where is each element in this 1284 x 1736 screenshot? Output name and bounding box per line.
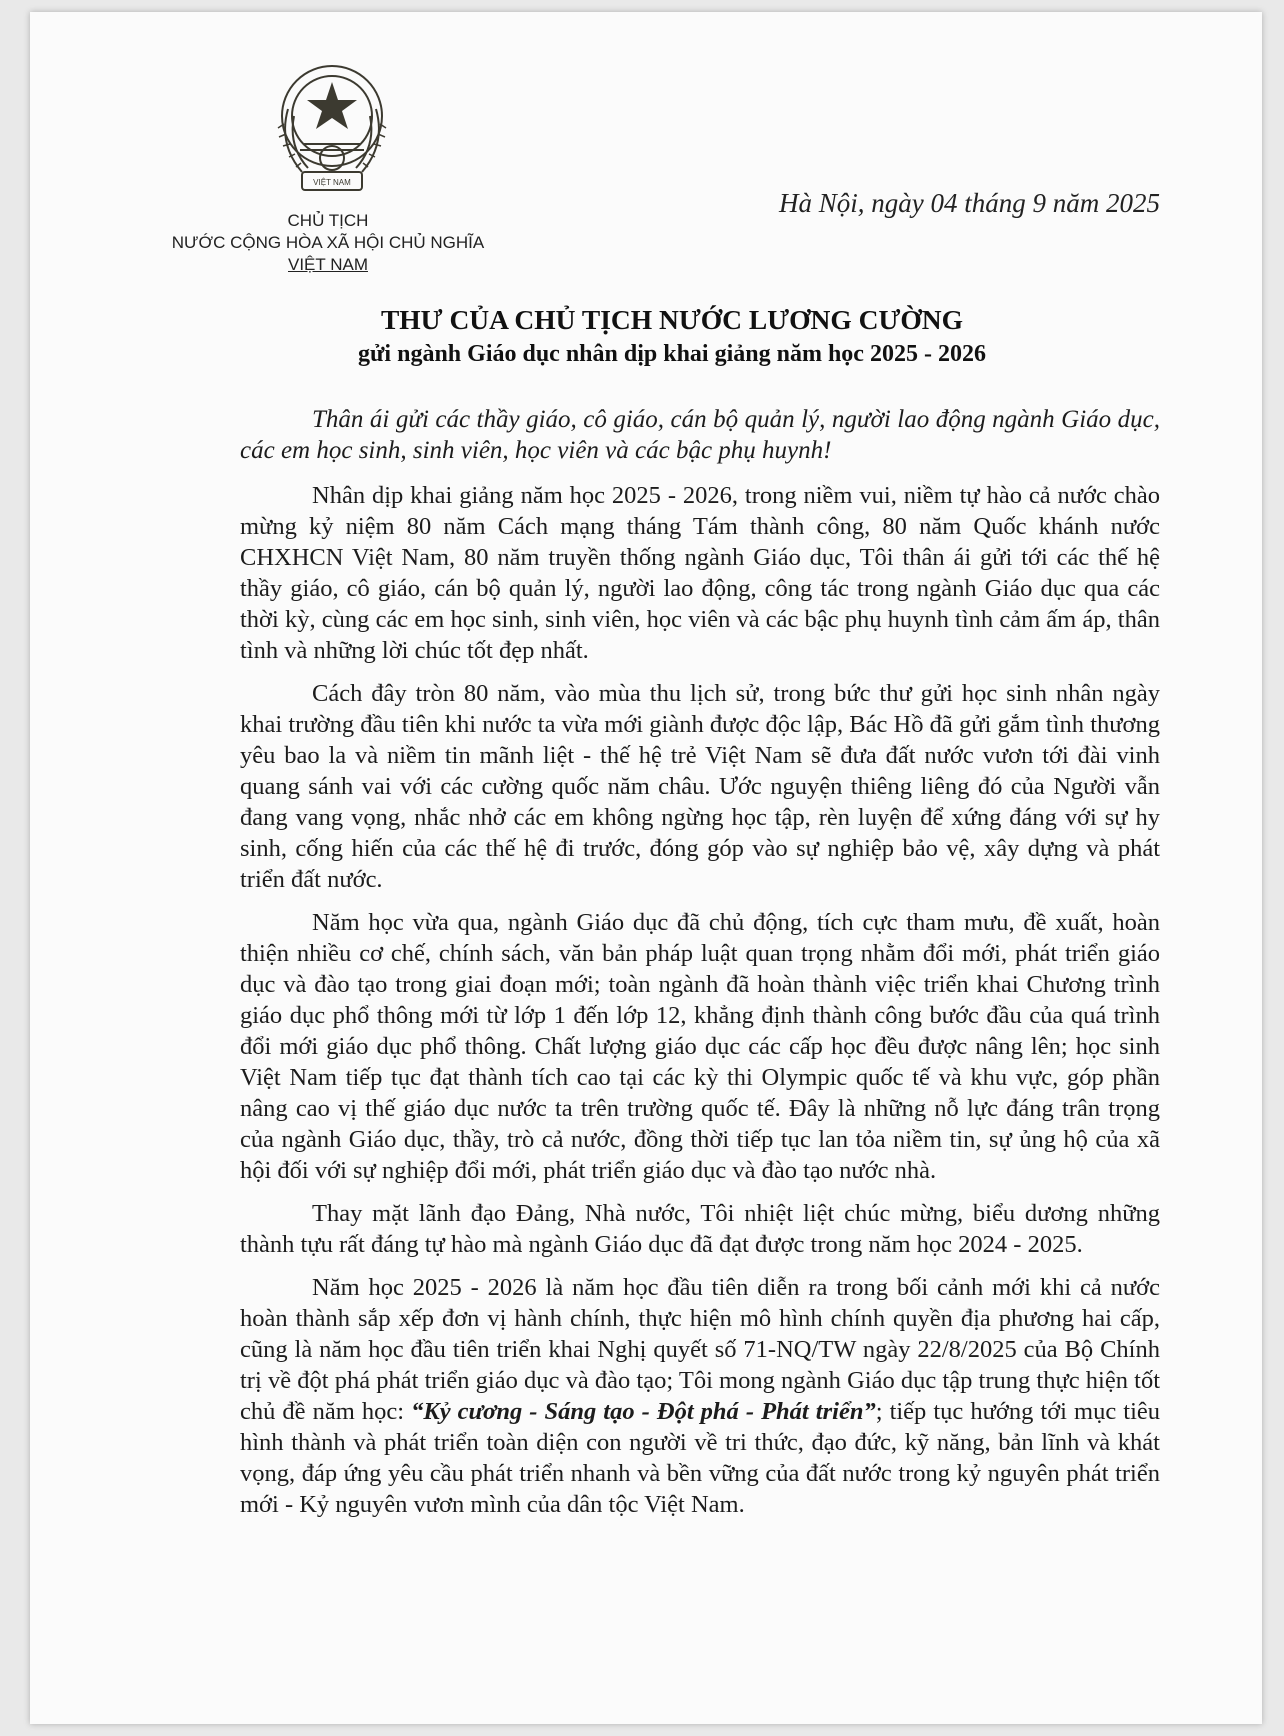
emblem-ribbon-text: VIỆT NAM bbox=[313, 178, 351, 187]
paragraph-1: Nhân dịp khai giảng năm học 2025 - 2026, trong niềm vui, niềm tự hào cả nước chào mừng kỷ niệm 80 năm Cách mạng tháng Tám thành công, 80 năm Quốc khánh nước CHXHCN Việt Nam, 80 năm truyền thống ngành Giáo dục, Tôi thân ái gửi tới các thế hệ thầy giáo, cô giáo, cán bộ quản lý, người lao động, công tác trong ngành Giáo dục qua các thời kỳ, cùng các em học sinh, sinh viên, học viên và các bậc phụ huynh tình cảm ấm áp, thân tình và những lời chúc tốt đẹp nhất. bbox=[240, 482, 1160, 664]
letter-subtitle: gửi ngành Giáo dục nhân dịp khai giảng năm học 2025 - 2026 bbox=[358, 341, 986, 367]
paragraph-5-start: Năm học 2025 - 2026 là năm học đầu tiên diễn ra trong bối cảnh mới khi cả nước hoàn thành sắp xếp đơn vị hành chính, thực hiện mô hình chính quyền địa phương hai cấp, cũng là năm học đầu tiên triển khai Nghị quyết số 71-NQ/TW ngày 22/8/2025 của Bộ Chính trị về đột phá phát triển giáo dục và đào tạo; Tôi mong ngành Giáo dục tập trung thực hiện tốt chủ đề năm học: bbox=[240, 1274, 1160, 1425]
issuing-authority bbox=[148, 210, 508, 276]
national-emblem-icon bbox=[258, 54, 406, 204]
letter-body bbox=[240, 404, 1160, 1532]
paragraph-5-end: ; tiếp tục hướng tới mục tiêu hình thành và phát triển toàn diện con người về tri thức, đạo đức, kỹ năng, bản lĩnh và khát vọng, đáp ứng yêu cầu phát triển nhanh và bền vững của đất nước trong kỷ nguyên phát triển mới - Kỷ nguyên vươn mình của dân tộc Việt Nam. bbox=[240, 1398, 1161, 1518]
paragraph-3: Năm học vừa qua, ngành Giáo dục đã chủ động, tích cực tham mưu, đề xuất, hoàn thiện nhiều cơ chế, chính sách, văn bản pháp luật quan trọng nhằm đổi mới, phát triển giáo dục và đào tạo trong giai đoạn mới; toàn ngành đã hoàn thành việc triển khai Chương trình giáo dục phổ thông mới từ lớp 1 đến lớp 12, khẳng định thành công bước đầu của quá trình đổi mới giáo dục phổ thông. Chất lượng giáo dục các cấp học đều được nâng lên; học sinh Việt Nam tiếp tục đạt thành tích cao tại các kỳ thi Olympic quốc tế và khu vực, góp phần nâng cao vị thế giáo dục nước ta trên trường quốc tế. Đây là những nỗ lực đáng trân trọng của ngành Giáo dục, thầy, trò cả nước, đồng thời tiếp tục lan tỏa niềm tin, sự ủng hộ của xã hội đối với sự nghiệp đổi mới, phát triển giáo dục và đào tạo nước nhà. bbox=[240, 909, 1160, 1184]
letter-page bbox=[30, 12, 1262, 1724]
letter-title: THƯ CỦA CHỦ TỊCH NƯỚC LƯƠNG CƯỜNG bbox=[380, 304, 964, 335]
org-line-1: CHỦ TỊCH bbox=[287, 211, 369, 230]
paragraph-5 bbox=[240, 1272, 1160, 1520]
org-line-2: NƯỚC CỘNG HÒA XÃ HỘI CHỦ NGHĨA bbox=[171, 233, 485, 252]
school-year-motto: “Kỷ cương - Sáng tạo - Đột phá - Phát triển” bbox=[411, 1398, 876, 1425]
paragraph-2: Cách đây tròn 80 năm, vào mùa thu lịch sử, trong bức thư gửi học sinh nhân ngày khai trường đầu tiên khi nước ta vừa mới giành được độc lập, Bác Hồ đã gửi gắm tình thương yêu bao la và niềm tin mãnh liệt - thế hệ trẻ Việt Nam sẽ đưa đất nước vươn tới đài vinh quang sánh vai với các cường quốc năm châu. Ước nguyện thiêng liêng đó của Người vẫn đang vang vọng, nhắc nhở các em không ngừng học tập, rèn luyện để xứng đáng với sự hy sinh, cống hiến của các thế hệ đi trước, đóng góp vào sự nghiệp bảo vệ, xây dựng và phát triển đất nước. bbox=[240, 680, 1160, 893]
greeting: Thân ái gửi các thầy giáo, cô giáo, cán bộ quản lý, người lao động ngành Giáo dục, các em học sinh, sinh viên, học viên và các bậc phụ huynh! bbox=[240, 406, 1160, 464]
paragraph-4: Thay mặt lãnh đạo Đảng, Nhà nước, Tôi nhiệt liệt chúc mừng, biểu dương những thành tựu rất đáng tự hào mà ngành Giáo dục đã đạt được trong năm học 2024 - 2025. bbox=[240, 1200, 1160, 1258]
org-line-3: VIỆT NAM bbox=[288, 255, 368, 274]
place-date: Hà Nội, ngày 04 tháng 9 năm 2025 bbox=[779, 188, 1160, 218]
